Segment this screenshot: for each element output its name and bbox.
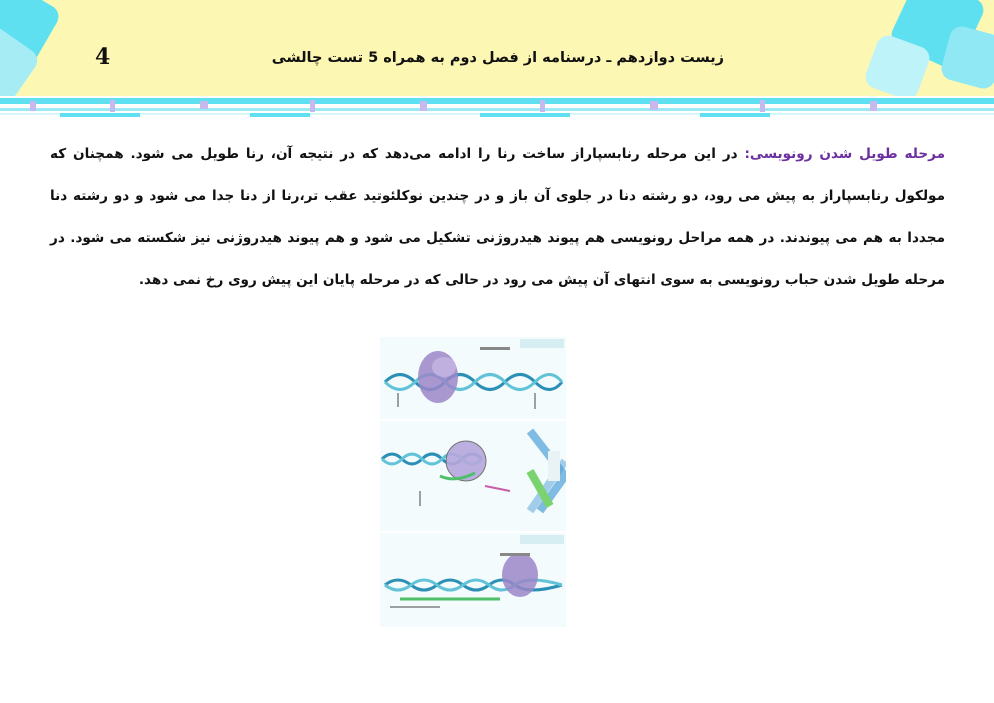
transcription-figure <box>380 337 566 627</box>
elongation-diagram-icon <box>380 421 566 531</box>
header-stripe <box>0 96 994 122</box>
section-heading: مرحله طویل شدن رونویسی: <box>744 146 945 162</box>
page-number: 4 <box>95 44 111 70</box>
paragraph-text: در این مرحله رنابسپاراز ساخت رنا را ادامه می‌دهد که در نتیجه آن، رنا طویل می شود. همچنان که مولکول رنابسپاراز به پیش می رود، دو رشته دنا در جلوی آن باز و در چندین نوکلئوتید عقب تر،رنا از دنا جدا می شود و دو رشته دنا مجددا به هم می پیوندند. در همه مراحل رونویسی هم پیوند هیدروژنی تشکیل می شود و هم پیوند هیدروژنی نیز شکسته می شود. در مرحله طویل شدن حباب رونویسی به سوی انتهای آن پیش می رود در حالی که در مرحله پایان این پیش روی رخ نمی دهد. <box>50 146 945 288</box>
page-header <box>0 0 994 100</box>
lesson-paragraph <box>50 133 945 301</box>
transcription-diagram-icon <box>380 337 566 419</box>
header-title: زیست دوازدهم ـ درسنامه از فصل دوم به همراه 5 تست چالشی <box>271 50 724 66</box>
termination-diagram-icon <box>380 533 566 627</box>
